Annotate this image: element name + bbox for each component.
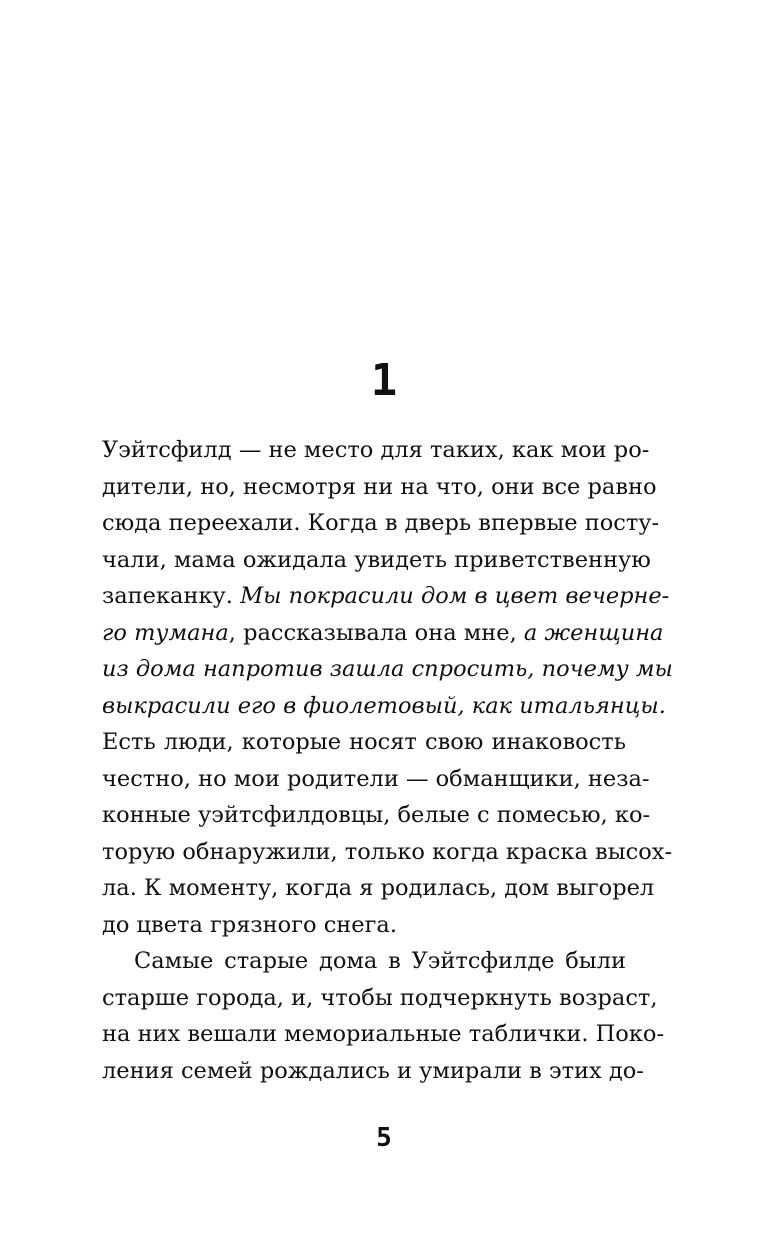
text-line: [102, 651, 673, 688]
text-line: честно, но мои родители — обманщики, неза-: [102, 765, 650, 792]
text-line: на них вешали мемориальные таблички. Поко-: [102, 1021, 665, 1047]
text-line: сюда переехали. Когда в дверь впервые посту-: [102, 510, 660, 536]
chapter-number: 1: [370, 355, 398, 406]
text-line: торую обнаружили, только когда краска высох-: [102, 838, 673, 865]
italic-quote: из дома напротив зашла спросить, почему мы: [102, 656, 673, 682]
text-line: дители, но, несмотря ни на что, они все равно: [102, 473, 657, 500]
text-line: запеканку. Мы покрасили дом в цвет вечерне-: [102, 583, 670, 609]
page-number: 5: [376, 1123, 392, 1153]
text-line: до цвета грязного снега.: [102, 911, 397, 938]
text-line: ла. К моменту, когда я родилась, дом выгорел: [102, 875, 655, 901]
text-line: Уэйтсфилд — не место для таких, как мои ро-: [102, 437, 650, 463]
text-line: Есть люди, которые носят свою инаковость: [102, 729, 626, 755]
italic-quote: а женщина: [523, 619, 664, 646]
text-line: [102, 688, 666, 725]
text-line: чали, мама ожидала увидеть приветственную: [102, 546, 651, 573]
italic-quote: Мы покрасили дом в цвет вечерне-: [240, 583, 670, 609]
text-line: го тумана, рассказывала она мне, а женщина: [102, 619, 664, 646]
italic-quote: выкрасили его в фиолетовый, как итальянцы.: [102, 692, 666, 719]
body-text: [102, 432, 673, 1089]
text-line: старше города, и, чтобы подчеркнуть возраст,: [102, 984, 658, 1011]
text-line: Самые старые дома в Уэйтсфилде были: [134, 948, 626, 974]
text-line: ления семей рождались и умирали в этих до-: [102, 1057, 644, 1084]
italic-quote: го тумана: [102, 619, 229, 646]
text-line: конные уэйтсфилдовцы, белые с помесью, ко-: [102, 802, 651, 828]
